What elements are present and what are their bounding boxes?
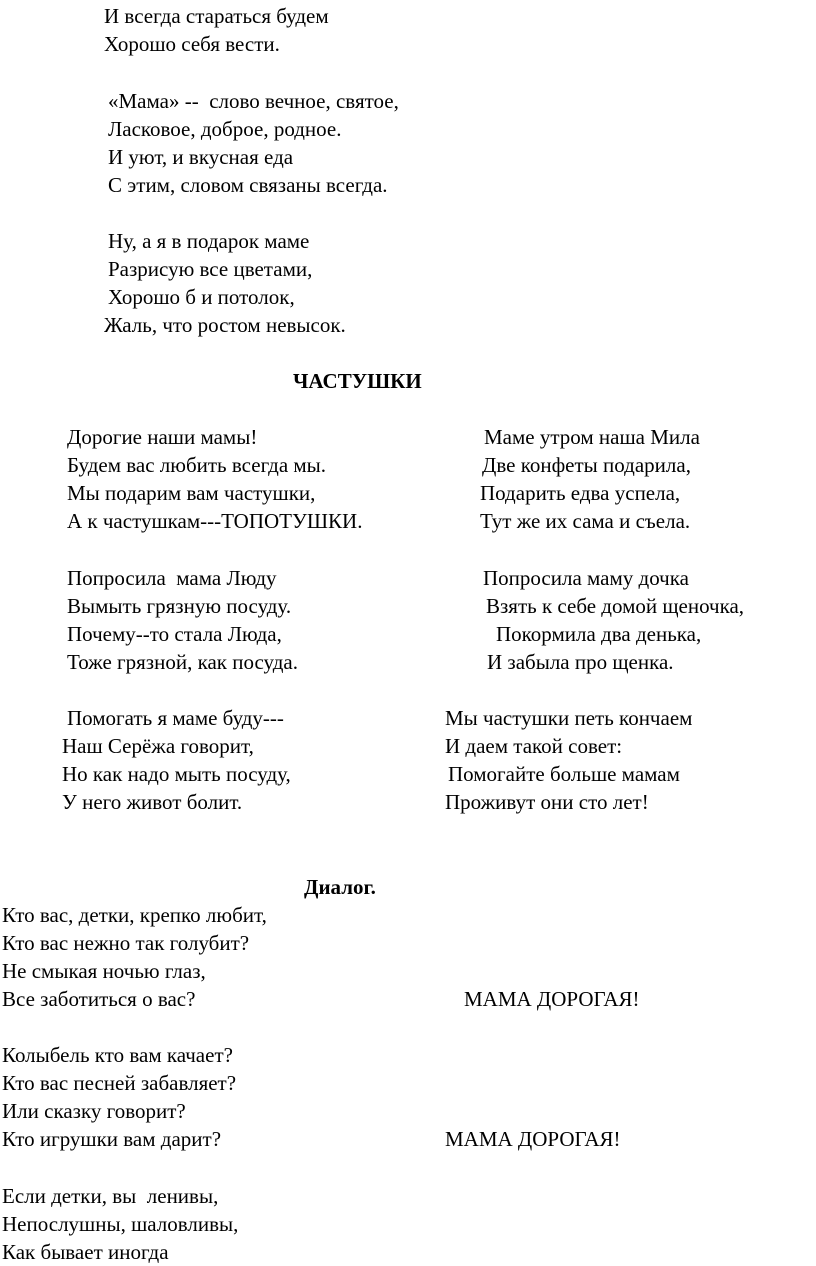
verse-line: Помогайте больше мамам xyxy=(448,762,680,786)
verse-line: Но как надо мыть посуду, xyxy=(62,762,291,786)
poem-line: Жаль, что ростом невысок. xyxy=(104,313,346,337)
dialog-line: Все заботиться о вас? xyxy=(2,987,196,1011)
poem-line: Хорошо б и потолок, xyxy=(108,285,295,309)
verse-line: У него живот болит. xyxy=(62,790,243,814)
poem-line: И всегда стараться будем xyxy=(104,4,329,28)
poem-line: Хорошо себя вести. xyxy=(104,32,280,56)
verse-line: И забыла про щенка. xyxy=(487,650,674,674)
poem-line: Ну, а я в подарок маме xyxy=(108,229,310,253)
verse-line: Почему--то стала Люда, xyxy=(67,622,282,646)
verse-line: Подарить едва успела, xyxy=(480,481,681,505)
dialog-line: Не смыкая ночью глаз, xyxy=(2,959,206,983)
verse-line: Маме утром наша Мила xyxy=(484,425,700,449)
verse-line: Дорогие наши мамы! xyxy=(67,425,258,449)
poem-line: С этим, словом связаны всегда. xyxy=(108,173,388,197)
poem-line: «Мама» -- слово вечное, святое, xyxy=(108,89,399,113)
verse-line: Будем вас любить всегда мы. xyxy=(67,453,327,477)
verse-line: Вымыть грязную посуду. xyxy=(67,594,292,618)
poem-line: И уют, и вкусная еда xyxy=(108,145,294,169)
dialog-line: Или сказку говорит? xyxy=(2,1099,186,1123)
verse-line: Мы частушки петь кончаем xyxy=(445,706,693,730)
verse-line: Две конфеты подарила, xyxy=(482,453,691,477)
dialog-line: Кто вас, детки, крепко любит, xyxy=(2,903,267,927)
verse-line: Помогать я маме буду--- xyxy=(67,706,284,730)
dialog-line: Если детки, вы ленивы, xyxy=(2,1184,219,1208)
dialog-line: Непослушны, шаловливы, xyxy=(2,1212,239,1236)
verse-line: Попросила маму дочка xyxy=(483,566,689,590)
verse-line: Взять к себе домой щеночка, xyxy=(486,594,745,618)
verse-line: Проживут они сто лет! xyxy=(445,790,649,814)
dialog-answer: МАМА ДОРОГАЯ! xyxy=(464,987,640,1011)
verse-line: Наш Серёжа говорит, xyxy=(62,734,254,758)
dialog-line: Как бывает иногда xyxy=(2,1240,169,1264)
poem-line: Ласковое, доброе, родное. xyxy=(108,117,342,141)
dialog-line: Кто игрушки вам дарит? xyxy=(2,1127,222,1151)
verse-line: А к частушкам---ТОПОТУШКИ. xyxy=(67,509,363,533)
section-title-chastushki: ЧАСТУШКИ xyxy=(293,369,422,393)
dialog-line: Кто вас песней забавляет? xyxy=(2,1071,237,1095)
verse-line: Тут же их сама и съела. xyxy=(480,509,691,533)
verse-line: Тоже грязной, как посуда. xyxy=(67,650,298,674)
dialog-line: Колыбель кто вам качает? xyxy=(2,1043,233,1067)
verse-line: Попросила мама Люду xyxy=(67,566,277,590)
poem-line: Разрисую все цветами, xyxy=(108,257,313,281)
verse-line: Покормила два денька, xyxy=(496,622,702,646)
dialog-answer: МАМА ДОРОГАЯ! xyxy=(445,1127,621,1151)
verse-line: И даем такой совет: xyxy=(445,734,623,758)
verse-line: Мы подарим вам частушки, xyxy=(67,481,316,505)
section-title-dialog: Диалог. xyxy=(304,875,376,899)
dialog-line: Кто вас нежно так голубит? xyxy=(2,931,250,955)
